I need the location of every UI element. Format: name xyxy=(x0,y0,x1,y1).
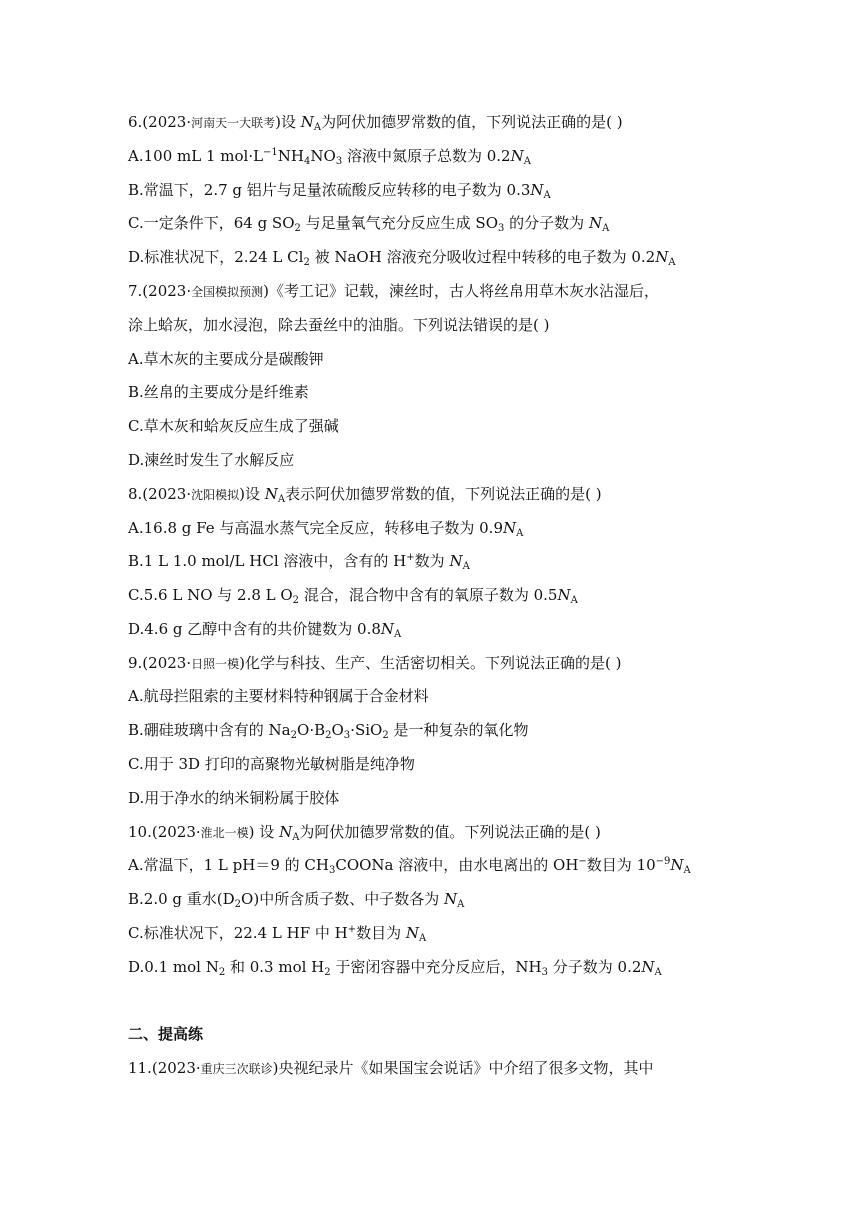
q6-option-a: A.100 mL 1 $mol\cdot L^{-1}NH_4NO_3$ 溶液中氮原子总数为 $0.2N_A$ xyxy=(128,147,531,167)
q7-stem-line2: 涂上蛤灰，加水浸泡，除去蚕丝中的油脂。下列说法错误的是( ) xyxy=(128,316,550,334)
q6-option-b: B.常温下，2.7 g 铝片与足量浓硫酸反应转移的电子数为 $0.3N_A$ xyxy=(128,181,551,201)
q7-option-b: B.丝帛的主要成分是纤维素 xyxy=(128,383,309,401)
q8-option-a: A.16.8 g Fe 与高温水蒸气完全反应，转移电子数为 $0.9N_A$ xyxy=(128,519,524,539)
q10-option-a: A.常温下，1 L pH＝9 的 $CH_3COONa$ 溶液中，由水电离出的 OH−数目为 $10^{-9}N_A$ xyxy=(128,856,691,876)
q9-option-c: C.用于 3D 打印的高聚物光敏树脂是纯净物 xyxy=(128,755,415,773)
q8-option-d: D.4.6 g 乙醇中含有的共价键数为 $0.8N_A$ xyxy=(128,620,402,640)
q6-option-d: D.标准状况下，2.24 L $Cl_2$ 被 NaOH 溶液充分吸收过程中转移的电子数为 $0.2N_A$ xyxy=(128,248,676,268)
q11-stem: 11.(2023·重庆三次联诊)央视纪录片《如果国宝会说话》中介绍了很多文物，其中 xyxy=(128,1059,654,1077)
q9-option-d: D.用于净水的纳米铜粉属于胶体 xyxy=(128,789,340,807)
q10-option-b: B.2.0 g 重水$(D_2O)$中所含质子数、中子数各为 $N_A$ xyxy=(128,890,465,910)
q8-option-c: C.5.6 L NO 与 2.8 L $O_2$ 混合，混合物中含有的氧原子数为 $0.5N_A$ xyxy=(128,586,578,606)
q8-stem: 8.(2023·沈阳模拟)设 $N_A$表示阿伏加德罗常数的值，下列说法正确的是( ) xyxy=(128,485,602,505)
q7-option-c: C.草木灰和蛤灰反应生成了强碱 xyxy=(128,417,339,435)
q9-option-b: B.硼硅玻璃中含有的 $Na_2O\cdot B_2O_3\cdot SiO_2$ 是一种复杂的氧化物 xyxy=(128,721,529,741)
q7-option-a: A.草木灰的主要成分是碳酸钾 xyxy=(128,350,324,368)
q6-option-c: C.一定条件下，64 g $SO_2$ 与足量氧气充分反应生成 $SO_3$ 的分子数为 $N_A$ xyxy=(128,214,610,234)
q10-option-d: D.0.1 mol $N_2$ 和 0.3 mol $H_2$ 于密闭容器中充分反应后，$NH_3$ 分子数为 $0.2N_A$ xyxy=(128,958,662,978)
q7-stem-line1: 7.(2023·全国模拟预测)《考工记》记载，湅丝时，古人将丝帛用草木灰水沾湿后， xyxy=(128,282,659,300)
q10-option-c: C.标准状况下，22.4 L HF 中 H+数目为 $N_A$ xyxy=(128,924,427,944)
q9-option-a: A.航母拦阻索的主要材料特种钢属于合金材料 xyxy=(128,687,429,705)
q10-stem: 10.(2023·淮北一模) 设 $N_A$为阿伏加德罗常数的值。下列说法正确的是( ) xyxy=(128,823,601,843)
q6-stem: 6.(2023·河南天一大联考)设 $N_A$为阿伏加德罗常数的值，下列说法正确的是( ) xyxy=(128,113,623,133)
q9-stem: 9.(2023·日照一模)化学与科技、生产、生活密切相关。下列说法正确的是( ) xyxy=(128,654,622,672)
q8-option-b: B.1 L 1.0 mol/L HCl 溶液中，含有的 H+数为 $N_A$ xyxy=(128,552,470,572)
q7-option-d: D.湅丝时发生了水解反应 xyxy=(128,451,295,469)
section-heading: 二、提高练 xyxy=(128,1025,204,1043)
